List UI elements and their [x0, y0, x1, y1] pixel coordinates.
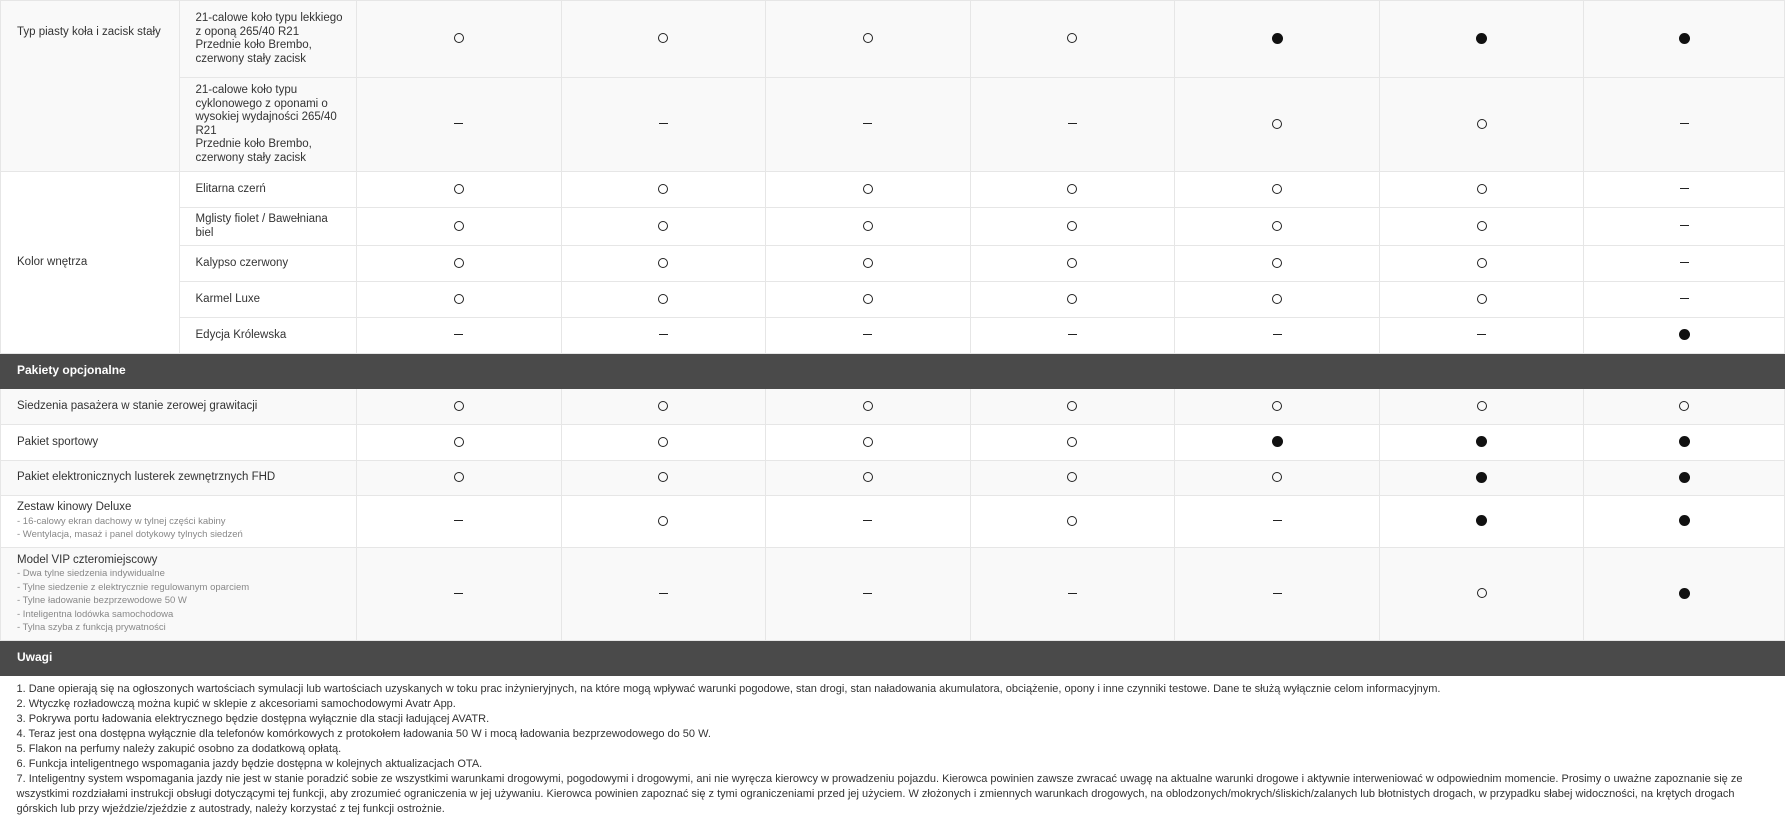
value-cell: [356, 496, 561, 548]
circle-icon: [1477, 119, 1487, 129]
value-cell: [356, 172, 561, 208]
value-cell: [356, 389, 561, 425]
circle-icon: [1067, 294, 1077, 304]
row-category: Kolor wnętrza: [1, 172, 180, 354]
dash-icon: [659, 334, 668, 335]
value-cell: [1379, 78, 1584, 172]
value-cell: [1584, 389, 1785, 425]
package-name: Siedzenia pasażera w stanie zerowej grawitacji: [17, 399, 258, 412]
filled-dot-icon: [1476, 515, 1487, 526]
circle-icon: [658, 472, 668, 482]
value-cell: [1175, 78, 1380, 172]
value-cell: [970, 172, 1175, 208]
circle-icon: [1272, 472, 1282, 482]
package-name: Model VIP czteromiejscowy: [17, 553, 158, 566]
circle-icon: [658, 184, 668, 194]
package-name: Pakiet sportowy: [17, 435, 99, 448]
row-label: 21-calowe koło typu lekkiego z oponą 265/40 R21 Przednie koło Brembo, czerwony stały zacisk: [179, 1, 356, 78]
value-cell: [970, 282, 1175, 318]
value-cell: [1175, 425, 1380, 461]
filled-dot-icon: [1679, 515, 1690, 526]
value-cell: [1584, 548, 1785, 641]
table-row: [1, 425, 1785, 461]
value-cell: [1379, 172, 1584, 208]
note-item: 1. Dane opierają się na ogłoszonych wartościach symulacji lub wartościach uzyskanych w toku prac inżynieryjnych, na które mogą wpływać warunki pogodowe, stan drogi, stan naładowania akumulatora, obciążenie, opony i inne czynniki testowe. Dane te służą wyłącznie celom informacyjnym.: [16, 683, 1441, 695]
dash-icon: [863, 334, 872, 335]
dash-icon: [659, 123, 668, 124]
package-detail: - Tylne ładowanie bezprzewodowe 50 W: [17, 595, 187, 606]
value-cell: [1175, 461, 1380, 496]
filled-dot-icon: [1679, 436, 1690, 447]
circle-icon: [1272, 119, 1282, 129]
value-cell: [1175, 1, 1380, 78]
value-cell: [766, 496, 971, 548]
circle-icon: [658, 437, 668, 447]
table-row: [1, 172, 1785, 208]
dash-icon: [1680, 225, 1689, 226]
circle-icon: [863, 221, 873, 231]
value-cell: [356, 246, 561, 282]
value-cell: [1584, 246, 1785, 282]
value-cell: [1379, 548, 1584, 641]
note-item: 6. Funkcja inteligentnego wspomagania jazdy będzie dostępna w kolejnych aktualizacjach OTA.: [16, 758, 483, 770]
dash-icon: [1273, 520, 1282, 521]
value-cell: [1379, 246, 1584, 282]
filled-dot-icon: [1272, 33, 1283, 44]
value-cell: [970, 548, 1175, 641]
dash-icon: [1680, 188, 1689, 189]
dash-icon: [863, 520, 872, 521]
value-cell: [1584, 318, 1785, 354]
circle-icon: [1067, 516, 1077, 526]
value-cell: [356, 548, 561, 641]
value-cell: [766, 318, 971, 354]
value-cell: [1175, 389, 1380, 425]
value-cell: [766, 78, 971, 172]
value-cell: [561, 208, 766, 246]
circle-icon: [658, 33, 668, 43]
circle-icon: [658, 516, 668, 526]
circle-icon: [1272, 401, 1282, 411]
value-cell: [1379, 425, 1584, 461]
table-row: [1, 208, 1785, 246]
dash-icon: [659, 593, 668, 594]
circle-icon: [1067, 221, 1077, 231]
value-cell: [561, 282, 766, 318]
value-cell: [766, 389, 971, 425]
value-cell: [1584, 208, 1785, 246]
circle-icon: [454, 294, 464, 304]
circle-icon: [1272, 221, 1282, 231]
value-cell: [1175, 246, 1380, 282]
value-cell: [1175, 282, 1380, 318]
filled-dot-icon: [1272, 436, 1283, 447]
row-label: Mglisty fiolet / Bawełniana biel: [179, 208, 356, 246]
value-cell: [1584, 496, 1785, 548]
value-cell: [970, 78, 1175, 172]
circle-icon: [1067, 33, 1077, 43]
circle-icon: [658, 294, 668, 304]
section-title: Pakiety opcjonalne: [1, 354, 1785, 389]
dash-icon: [454, 123, 463, 124]
circle-icon: [658, 401, 668, 411]
row-label: Elitarna czerń: [179, 172, 356, 208]
package-name: Zestaw kinowy Deluxe: [17, 501, 132, 514]
circle-icon: [454, 33, 464, 43]
package-label: [1, 496, 357, 548]
dash-icon: [1068, 334, 1077, 335]
circle-icon: [1679, 401, 1689, 411]
value-cell: [561, 461, 766, 496]
package-detail: - Wentylacja, masaż i panel dotykowy tylnych siedzeń: [17, 529, 243, 541]
note-item: 7. Inteligentny system wspomagania jazdy nie jest w stanie poradzić sobie ze wszystkimi warunkami drogowymi, pogodowymi i drogowymi, ani nie wyręcza kierowcy w prowadzeniu pojazdu. Kierowca powinien zawsze zwracać uwagę na aktualne warunki drogowe i aktywnie interweniować w odpowiednim momencie. Prosimy o uważne zapoznanie się ze wszystkimi rozdziałami instrukcji obsługi dotyczącymi tej funkcji, aby zrozumieć ograniczenia w jej używaniu. Kierowca powinien zapoznać się z tymi ograniczeniami przed jej użyciem. W złożonych i zmiennych warunkach drogowych, na oblodzonych/mokrych/śliskich/zalanych lub błotnistych drogach, w przypadku słabej widoczności, na krętych drogach górskich lub przy wjeździe/zjeździe z autostrady, należy korzystać z tej funkcji ostrożnie.: [16, 773, 1743, 815]
value-cell: [970, 208, 1175, 246]
value-cell: [1379, 282, 1584, 318]
value-cell: [970, 1, 1175, 78]
dash-icon: [1477, 334, 1486, 335]
note-item: 4. Teraz jest ona dostępna wyłącznie dla telefonów komórkowych z protokołem ładowania 50 W i mocą ładowania bezprzewodowego do 50 W.: [16, 728, 711, 740]
circle-icon: [1272, 184, 1282, 194]
filled-dot-icon: [1679, 33, 1690, 44]
table-row: [1, 389, 1785, 425]
value-cell: [356, 461, 561, 496]
section-header: [1, 641, 1785, 676]
value-cell: [356, 282, 561, 318]
package-name: Pakiet elektronicznych lusterek zewnętrznych FHD: [17, 471, 276, 484]
notes-body: [1, 676, 1785, 824]
value-cell: [970, 389, 1175, 425]
note-item: 3. Pokrywa portu ładowania elektrycznego będzie dostępna wyłącznie dla stacji ładującej AVATR.: [16, 713, 490, 725]
value-cell: [1584, 172, 1785, 208]
circle-icon: [1272, 258, 1282, 268]
value-cell: [1379, 318, 1584, 354]
circle-icon: [1477, 294, 1487, 304]
filled-dot-icon: [1679, 588, 1690, 599]
package-detail: - Dwa tylne siedzenia indywidualne: [17, 568, 165, 579]
circle-icon: [863, 33, 873, 43]
value-cell: [766, 1, 971, 78]
notes-row: [1, 676, 1785, 824]
value-cell: [1175, 172, 1380, 208]
value-cell: [766, 172, 971, 208]
row-label: 21-calowe koło typu cyklonowego z oponami o wysokiej wydajności 265/40 R21 Przednie koło Brembo, czerwony stały zacisk: [179, 78, 356, 172]
circle-icon: [454, 472, 464, 482]
filled-dot-icon: [1476, 33, 1487, 44]
value-cell: [970, 496, 1175, 548]
package-detail: - Tylne siedzenie z elektrycznie regulowanym oparciem: [17, 581, 250, 593]
table-row: [1, 78, 1785, 172]
table-row: [1, 318, 1785, 354]
dash-icon: [454, 520, 463, 521]
value-cell: [1584, 282, 1785, 318]
value-cell: [970, 318, 1175, 354]
circle-icon: [1477, 184, 1487, 194]
row-label: Edycja Królewska: [179, 318, 356, 354]
circle-icon: [1067, 472, 1077, 482]
value-cell: [1584, 1, 1785, 78]
value-cell: [561, 78, 766, 172]
filled-dot-icon: [1476, 436, 1487, 447]
circle-icon: [863, 401, 873, 411]
package-label: [1, 548, 357, 641]
table-row: [1, 1, 1785, 78]
value-cell: [561, 318, 766, 354]
value-cell: [766, 461, 971, 496]
dash-icon: [454, 593, 463, 594]
value-cell: [766, 548, 971, 641]
value-cell: [1175, 208, 1380, 246]
filled-dot-icon: [1679, 329, 1690, 340]
value-cell: [1379, 208, 1584, 246]
value-cell: [1584, 425, 1785, 461]
package-detail: - Tylna szyba z funkcją prywatności: [17, 622, 166, 633]
value-cell: [970, 425, 1175, 461]
value-cell: [1175, 496, 1380, 548]
row-category: Typ piasty koła i zacisk stały: [1, 1, 180, 172]
dash-icon: [1680, 262, 1689, 263]
circle-icon: [1067, 437, 1077, 447]
value-cell: [1379, 389, 1584, 425]
section-title: Uwagi: [1, 641, 1785, 676]
value-cell: [1175, 318, 1380, 354]
circle-icon: [1477, 588, 1487, 598]
value-cell: [766, 425, 971, 461]
circle-icon: [1067, 258, 1077, 268]
value-cell: [356, 78, 561, 172]
table-row: [1, 548, 1785, 641]
value-cell: [766, 246, 971, 282]
value-cell: [356, 1, 561, 78]
dash-icon: [1273, 334, 1282, 335]
circle-icon: [863, 437, 873, 447]
dash-icon: [1680, 298, 1689, 299]
circle-icon: [863, 472, 873, 482]
circle-icon: [658, 221, 668, 231]
table-row: [1, 282, 1785, 318]
filled-dot-icon: [1679, 472, 1690, 483]
value-cell: [1584, 78, 1785, 172]
value-cell: [561, 425, 766, 461]
circle-icon: [454, 184, 464, 194]
dash-icon: [1680, 123, 1689, 124]
value-cell: [561, 389, 766, 425]
circle-icon: [454, 221, 464, 231]
circle-icon: [1477, 401, 1487, 411]
circle-icon: [863, 294, 873, 304]
circle-icon: [1272, 294, 1282, 304]
value-cell: [561, 172, 766, 208]
dash-icon: [863, 593, 872, 594]
value-cell: [561, 246, 766, 282]
value-cell: [1379, 461, 1584, 496]
dash-icon: [1273, 593, 1282, 594]
value-cell: [766, 282, 971, 318]
circle-icon: [454, 401, 464, 411]
circle-icon: [1067, 401, 1077, 411]
dash-icon: [454, 334, 463, 335]
table-row: [1, 496, 1785, 548]
row-label: Karmel Luxe: [179, 282, 356, 318]
table-row: [1, 246, 1785, 282]
circle-icon: [1477, 221, 1487, 231]
circle-icon: [454, 258, 464, 268]
circle-icon: [863, 184, 873, 194]
dash-icon: [863, 123, 872, 124]
value-cell: [1379, 496, 1584, 548]
value-cell: [356, 318, 561, 354]
value-cell: [561, 548, 766, 641]
dash-icon: [1068, 593, 1077, 594]
value-cell: [561, 1, 766, 78]
value-cell: [970, 246, 1175, 282]
value-cell: [356, 425, 561, 461]
filled-dot-icon: [1476, 472, 1487, 483]
package-label: [1, 425, 357, 461]
table-row: [1, 461, 1785, 496]
package-detail: - 16-calowy ekran dachowy w tylnej części kabiny: [17, 515, 226, 527]
row-label: Kalypso czerwony: [179, 246, 356, 282]
circle-icon: [658, 258, 668, 268]
value-cell: [766, 208, 971, 246]
circle-icon: [1477, 258, 1487, 268]
value-cell: [356, 208, 561, 246]
dash-icon: [1068, 123, 1077, 124]
package-label: [1, 461, 357, 496]
note-item: 5. Flakon na perfumy należy zakupić osobno za dodatkową opłatą.: [16, 743, 342, 755]
section-header: [1, 354, 1785, 389]
value-cell: [561, 496, 766, 548]
value-cell: [1584, 461, 1785, 496]
circle-icon: [863, 258, 873, 268]
circle-icon: [1067, 184, 1077, 194]
package-detail: - Inteligentna lodówka samochodowa: [17, 608, 174, 620]
value-cell: [1175, 548, 1380, 641]
circle-icon: [454, 437, 464, 447]
value-cell: [970, 461, 1175, 496]
value-cell: [1379, 1, 1584, 78]
note-item: 2. Wtyczkę rozładowczą można kupić w sklepie z akcesoriami samochodowymi Avatr App.: [16, 698, 456, 710]
package-label: [1, 389, 357, 425]
